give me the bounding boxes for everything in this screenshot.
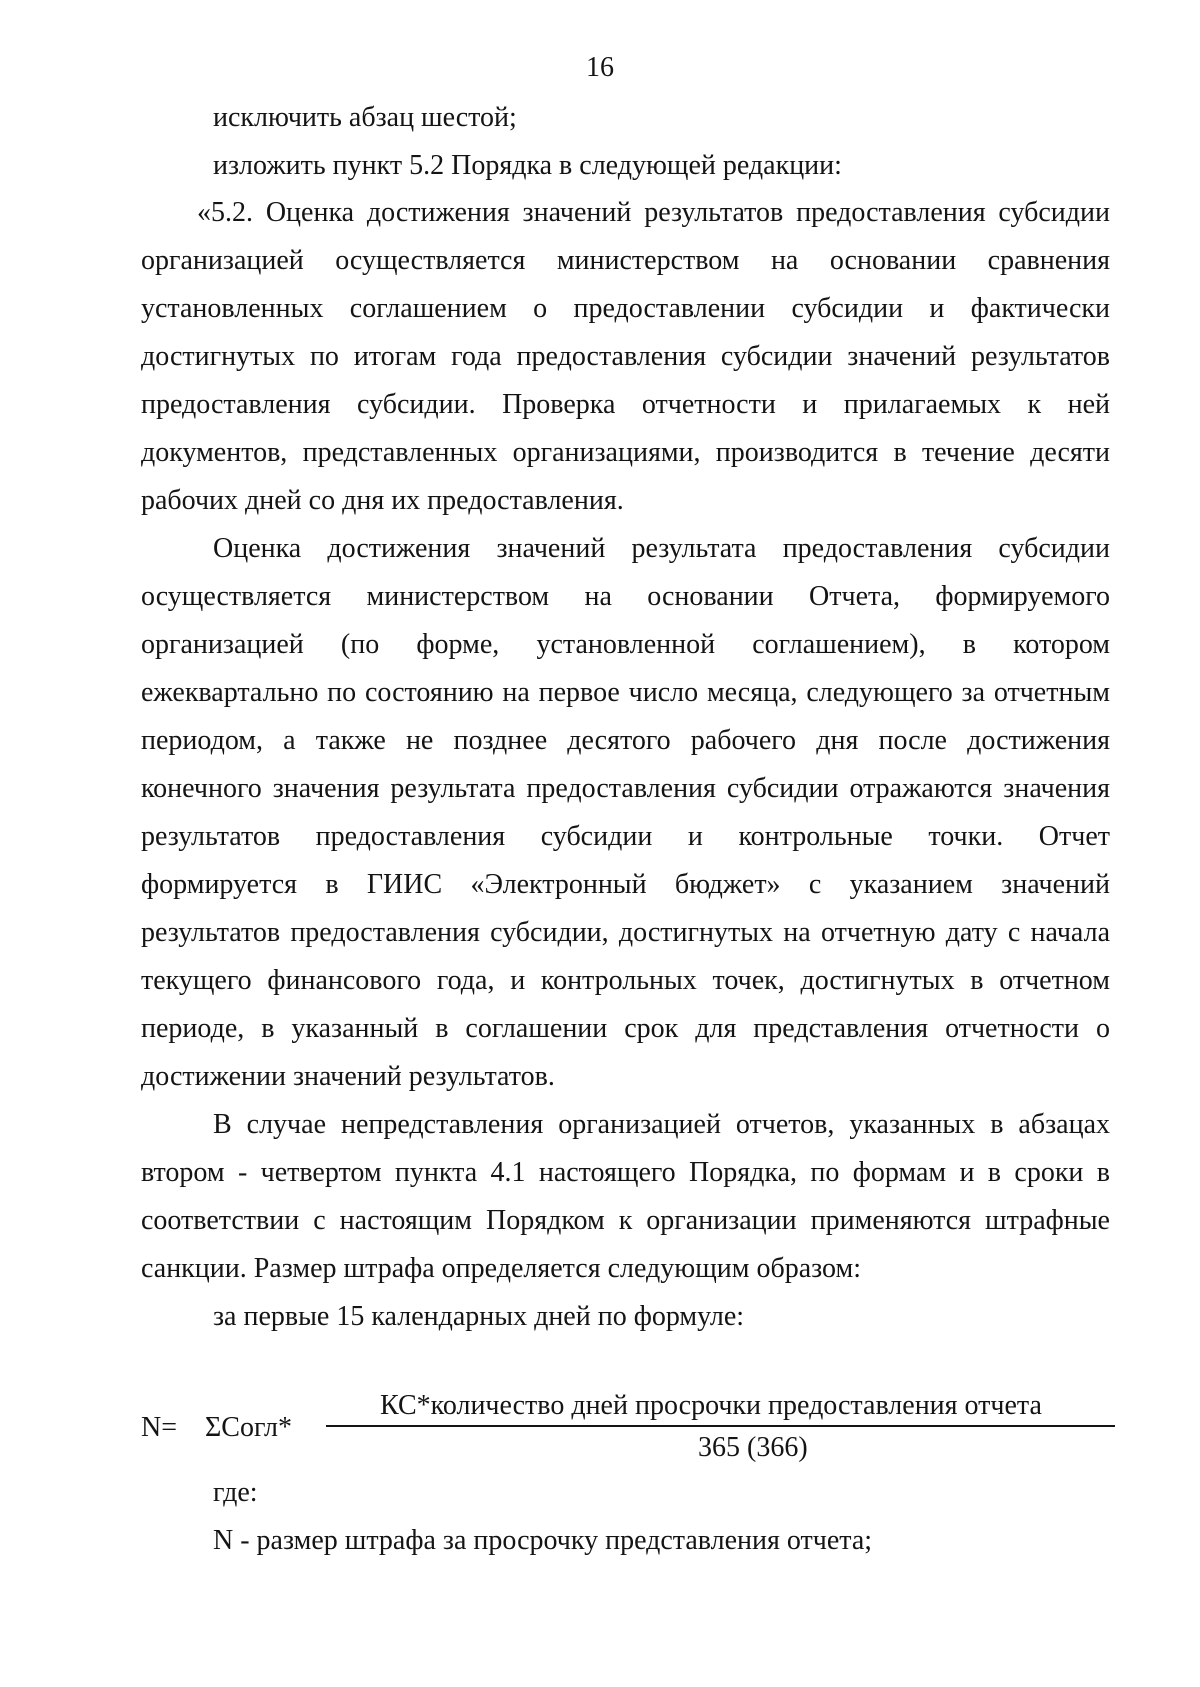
text-line: достигнутых по итогам года предоставления субсидии значений результатов — [141, 341, 1110, 372]
formula-factor: ΣСогл* — [205, 1412, 293, 1443]
text-line: осуществляется министерством на основании Отчета, формируемого — [141, 581, 1110, 612]
text-line: результатов предоставления субсидии, достигнутых на отчетную дату с начала — [141, 917, 1110, 948]
text-line: Оценка достижения значений результата предоставления субсидии — [213, 533, 1110, 564]
text-line: где: — [213, 1477, 258, 1508]
text-line: документов, представленных организациями, производится в течение десяти — [141, 437, 1110, 468]
text-line: организацией (по форме, установленной соглашением), в котором — [141, 629, 1110, 660]
text-line: конечного значения результата предоставления субсидии отражаются значения — [141, 773, 1110, 804]
text-line: достижении значений результатов. — [141, 1061, 555, 1092]
text-line: формируется в ГИИС «Электронный бюджет» с указанием значений — [141, 869, 1110, 900]
text-line: В случае непредставления организацией отчетов, указанных в абзацах — [213, 1109, 1110, 1140]
text-line: предоставления субсидии. Проверка отчетности и прилагаемых к ней — [141, 389, 1110, 420]
formula-denominator: 365 (366) — [698, 1432, 808, 1463]
text-line: «5.2. Оценка достижения значений результатов предоставления субсидии — [197, 197, 1110, 228]
text-line: периоде, в указанный в соглашении срок для представления отчетности о — [141, 1013, 1110, 1044]
text-line: установленных соглашением о предоставлении субсидии и фактически — [141, 293, 1110, 324]
text-line: результатов предоставления субсидии и контрольные точки. Отчет — [141, 821, 1110, 852]
text-line: организацией осуществляется министерством на основании сравнения — [141, 245, 1110, 276]
text-line: втором - четвертом пункта 4.1 настоящего Порядка, по формам и в сроки в — [141, 1157, 1110, 1188]
text-line: исключить абзац шестой; — [213, 102, 517, 133]
text-line: рабочих дней со дня их предоставления. — [141, 485, 624, 516]
text-line: санкции. Размер штрафа определяется следующим образом: — [141, 1253, 861, 1284]
text-line: соответствии с настоящим Порядком к организации применяются штрафные — [141, 1205, 1110, 1236]
text-line: за первые 15 календарных дней по формуле: — [213, 1301, 745, 1332]
text-line: текущего финансового года, и контрольных точек, достигнутых в отчетном — [141, 965, 1110, 996]
text-line: ежеквартально по состоянию на первое число месяца, следующего за отчетным — [141, 677, 1110, 708]
text-line: изложить пункт 5.2 Порядка в следующей редакции: — [213, 150, 842, 181]
fraction-bar — [326, 1425, 1115, 1427]
page-number: 16 — [586, 52, 614, 83]
formula-lhs: N= — [141, 1412, 178, 1443]
text-line: N - размер штрафа за просрочку представления отчета; — [213, 1525, 873, 1556]
formula-numerator: КС*количество дней просрочки предоставления отчета — [380, 1390, 1042, 1421]
text-line: периодом, а также не позднее десятого рабочего дня после достижения — [141, 725, 1110, 756]
